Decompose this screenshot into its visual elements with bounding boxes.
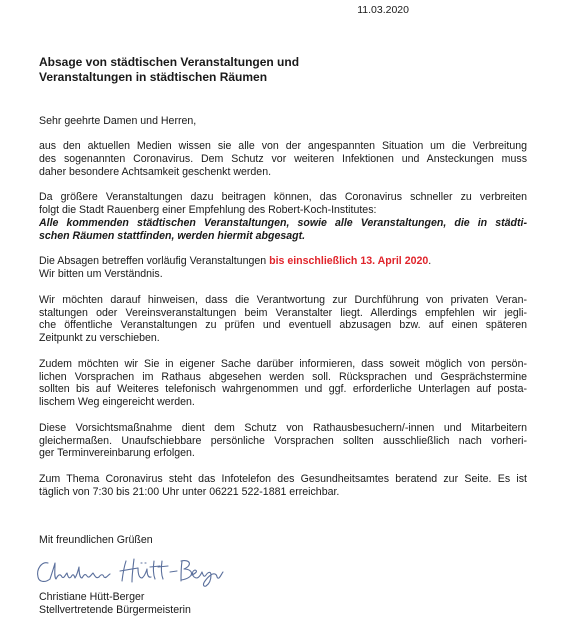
- p5-line-3: sollten bis auf Weiteres telefonisch wahrgenommen und ggf. erforderliche Unterlagen auf posta-: [39, 383, 527, 396]
- letter-body: [39, 115, 527, 511]
- handwritten-signature: [34, 553, 224, 589]
- p1-line-3: daher besondere Achtsamkeit geschenkt werden.: [39, 166, 272, 179]
- p5-line-1: Zudem möchten wir Sie in eigener Sache darüber informieren, dass soweit möglich von persön-: [39, 357, 527, 370]
- p2-line-3: Alle kommenden städtischen Veranstaltungen, sowie alle Veranstaltungen, die in städti-: [39, 217, 527, 230]
- p3-post-text: .: [428, 255, 432, 268]
- p4-line-2: staltungen oder Vereinsveranstaltungen beim Veranstalter liegt. Allerdings empfehlen wir jegli-: [39, 306, 527, 319]
- p5-line-4: lischem Weg eingereicht werden.: [39, 396, 195, 409]
- p1-line-1: aus den aktuellen Medien wissen sie alle von der angespannten Situation um die Verbreitung: [39, 140, 527, 153]
- p2-line-2: folgt die Stadt Rauenberg einer Empfehlung des Robert-Koch-Institutes:: [39, 204, 377, 217]
- salutation: [39, 115, 527, 128]
- p6-line-2: gleichermaßen. Unaufschiebbare persönliche Vorsprachen sollten ausschließlich nach vorheri-: [39, 434, 527, 447]
- p2-line-4: schen Räumen stattfinden, werden hiermit abgesagt.: [39, 230, 306, 243]
- signer-block: [39, 591, 191, 617]
- closing-greeting: Mit freundlichen Grüßen: [39, 534, 153, 546]
- p1-line-2: des sogenannten Coronavirus. Dem Schutz vor weiteren Infektionen und Ansteckungen muss: [39, 153, 527, 166]
- paragraph-media-situation: [39, 140, 527, 179]
- p6-line-3: ger Terminvereinbarung erfolgen.: [39, 447, 195, 460]
- p3-pre-text: Die Absagen betreffen vorläufig Veranstaltungen: [39, 255, 270, 268]
- letter-subject: [39, 55, 299, 84]
- p7-line-2: täglich von 7:30 bis 21:00 Uhr unter 06221 522-1881 erreichbar.: [39, 485, 340, 498]
- letter-date: 11.03.2020: [357, 4, 409, 16]
- cancellation-deadline: bis einschließlich 13. April 2020: [269, 255, 429, 268]
- p7-line-1: Zum Thema Coronavirus steht das Infotelefon des Gesundheitsamtes beratend zur Seite. Es ist: [39, 472, 527, 485]
- p3-line-1: [39, 255, 527, 268]
- paragraph-precaution: [39, 422, 527, 461]
- signer-name: Christiane Hütt-Berger: [39, 591, 145, 603]
- paragraph-cancellation-period: [39, 255, 527, 281]
- subject-line-1: Absage von städtischen Veranstaltungen und: [39, 55, 300, 69]
- p3-line-2: Wir bitten um Verständnis.: [39, 268, 163, 281]
- subject-line-2: Veranstaltungen in städtischen Räumen: [39, 69, 268, 84]
- p4-line-1: Wir möchten darauf hinweisen, dass die Verantwortung zur Durchführung von privaten Veran-: [39, 293, 527, 306]
- paragraph-private-events: [39, 294, 527, 346]
- paragraph-info-hotline: [39, 473, 527, 499]
- paragraph-cancellation-notice: [39, 191, 527, 243]
- p5-line-2: lichen Vorsprachen im Rathaus abgesehen werden soll. Rücksprachen und Gesprächstermine: [39, 370, 527, 383]
- signer-title: Stellvertretende Bürgermeisterin: [39, 603, 191, 616]
- salutation-text: Sehr geehrte Damen und Herren,: [39, 115, 197, 127]
- p2-line-1: Da größere Veranstaltungen dazu beitragen können, das Coronavirus schneller zu verbreiten: [39, 191, 527, 204]
- paragraph-town-hall-visits: [39, 358, 527, 410]
- p6-line-1: Diese Vorsichtsmaßnahme dient dem Schutz von Rathausbesuchern/-innen und Mitarbeitern: [39, 421, 527, 434]
- p4-line-4: Zeitpunkt zu verschieben.: [39, 332, 160, 345]
- p4-line-3: che öffentliche Veranstaltungen zu prüfen und eventuell abzusagen bzw. auf einen späteren: [39, 319, 527, 332]
